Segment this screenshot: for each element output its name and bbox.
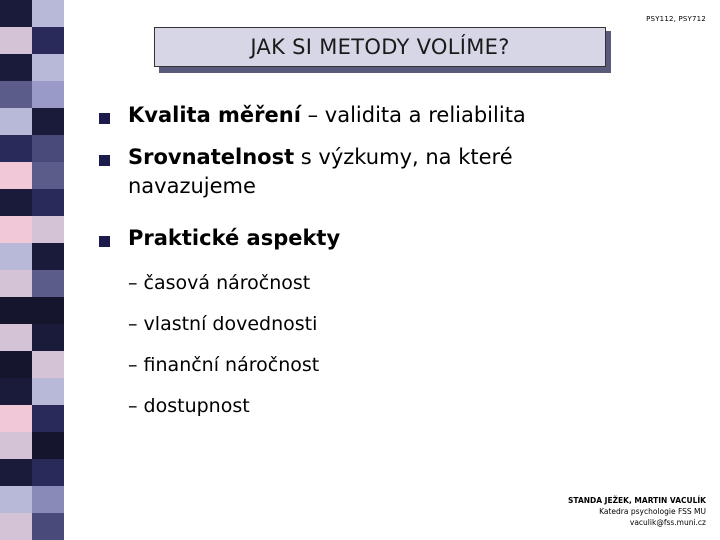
subitem-skills: – vlastní dovednosti — [128, 313, 318, 335]
subitem-cost: – finanční náročnost — [128, 354, 320, 376]
stripe-cell — [0, 405, 32, 432]
stripe-cell — [32, 432, 64, 459]
footer-department: Katedra psychologie FSS MU — [599, 507, 706, 516]
stripe-cell — [0, 378, 32, 405]
decorative-stripe — [0, 0, 64, 540]
stripe-cell — [32, 243, 64, 270]
stripe-cell — [32, 0, 64, 27]
stripe-cell — [0, 513, 32, 540]
bullet-square-icon — [99, 113, 110, 124]
stripe-cell — [0, 324, 32, 351]
course-codes: PSY112, PSY712 — [646, 15, 706, 23]
stripe-cell — [0, 297, 32, 324]
stripe-cell — [0, 243, 32, 270]
stripe-cell — [32, 216, 64, 243]
stripe-cell — [0, 81, 32, 108]
stripe-cell — [0, 0, 32, 27]
bullet-square-icon — [99, 155, 110, 166]
stripe-cell — [32, 162, 64, 189]
stripe-cell — [0, 135, 32, 162]
stripe-cell — [32, 378, 64, 405]
stripe-cell — [32, 486, 64, 513]
stripe-cell — [32, 459, 64, 486]
stripe-cell — [0, 108, 32, 135]
stripe-cell — [32, 351, 64, 378]
footer — [568, 495, 706, 528]
stripe-cell — [32, 81, 64, 108]
bullet-2-rest: s výzkumy, na které — [294, 145, 513, 169]
stripe-cell — [32, 108, 64, 135]
stripe-cell — [0, 27, 32, 54]
footer-email: vaculik@fss.muni.cz — [629, 518, 706, 527]
stripe-cell — [0, 351, 32, 378]
stripe-cell — [32, 270, 64, 297]
stripe-cell — [32, 135, 64, 162]
stripe-cell — [0, 189, 32, 216]
stripe-cell — [32, 405, 64, 432]
bullet-item-2 — [128, 143, 513, 201]
bullet-item-3 — [128, 224, 340, 253]
stripe-cell — [0, 270, 32, 297]
subitem-time: – časová náročnost — [128, 272, 311, 294]
stripe-cell — [32, 54, 64, 81]
stripe-cell — [0, 486, 32, 513]
slide-title: JAK SI METODY VOLÍME? — [250, 35, 510, 59]
bullet-square-icon — [99, 236, 110, 247]
subitem-availability: – dostupnost — [128, 395, 250, 417]
bullet-3-bold: Praktické aspekty — [128, 226, 341, 250]
stripe-cell — [32, 513, 64, 540]
stripe-cell — [32, 324, 64, 351]
bullet-2-bold: Srovnatelnost — [128, 145, 295, 169]
stripe-cell — [0, 216, 32, 243]
stripe-cell — [32, 189, 64, 216]
bullet-1-bold: Kvalita měření — [128, 103, 301, 127]
stripe-cell — [32, 27, 64, 54]
stripe-cell — [0, 54, 32, 81]
bullet-item-1 — [128, 101, 526, 130]
bullet-2-line2: navazujeme — [128, 174, 256, 198]
stripe-cell — [0, 432, 32, 459]
bullet-1-rest: – validita a reliabilita — [300, 103, 526, 127]
stripe-cell — [0, 459, 32, 486]
stripe-cell — [0, 162, 32, 189]
stripe-cell — [32, 297, 64, 324]
title-box — [154, 27, 606, 67]
footer-authors: STANDA JEŽEK, MARTIN VACULÍK — [568, 496, 706, 505]
